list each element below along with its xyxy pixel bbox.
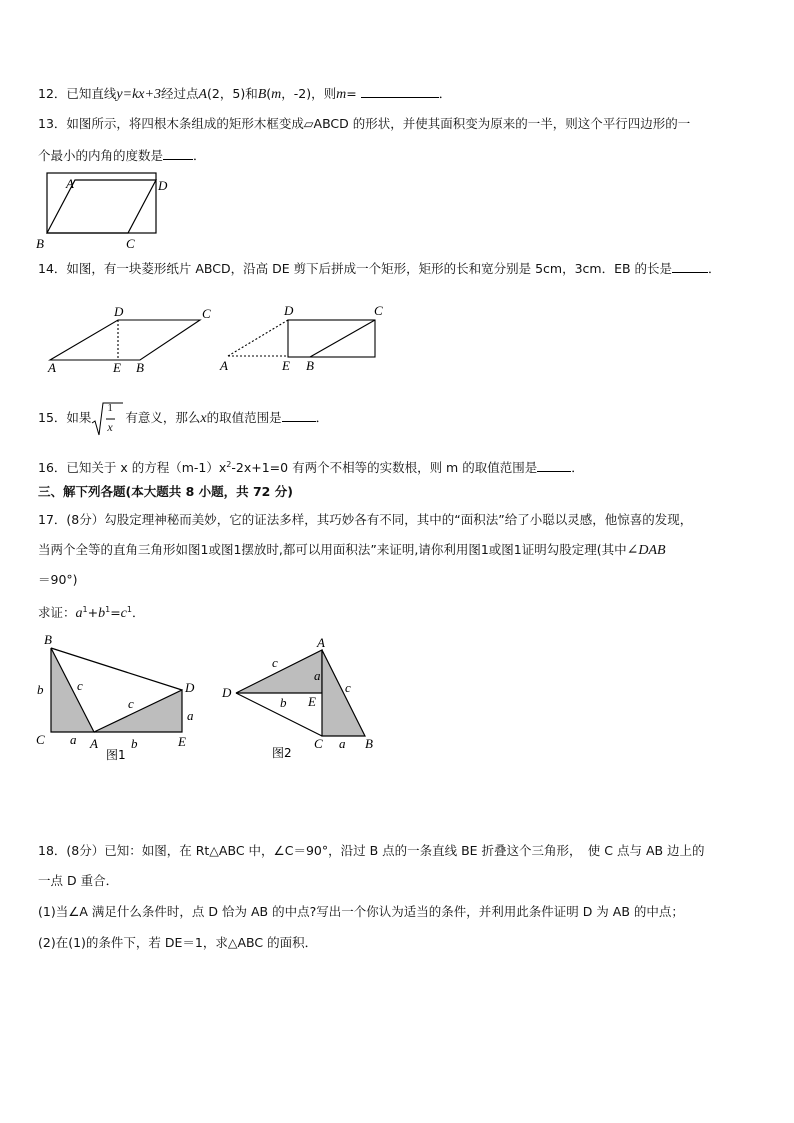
label-side-c: c: [128, 696, 134, 711]
q12-point-b: B: [257, 87, 267, 102]
q12-equation: y=kx+3: [116, 87, 161, 102]
label-a: A: [66, 176, 74, 191]
question-18-line2: 一点 D 重合．: [38, 873, 119, 888]
q17-text: 当两个全等的直角三角形如图1或图1摆放时,都可以用面积法”来证明,请你利用图1或图1证明勾股定理(其中: [38, 542, 627, 557]
label-d: D: [284, 303, 294, 318]
equals: =: [110, 605, 121, 621]
q12-point-a: A: [198, 87, 208, 102]
label-b: B: [44, 632, 52, 647]
q15-text: 的取值范围是: [206, 410, 282, 425]
q12-text: ，-2)，则: [281, 86, 337, 101]
label-side-a: a: [187, 708, 194, 723]
q15-var: x: [200, 411, 207, 426]
q16-end: ．: [571, 460, 584, 476]
q16-exponent: 2: [226, 460, 232, 469]
label-b: B: [306, 358, 314, 373]
prove-label: 求证：: [38, 605, 76, 621]
label-side-a: a: [314, 668, 321, 683]
question-17-line2: [38, 542, 666, 559]
question-13-line1: 13．如图所示，将四根木条组成的矩形木框变成▱ABCD 的形状，并使其面积变为原来的一半，则这个平行四边形的一: [38, 116, 691, 131]
label-side-c: c: [345, 680, 351, 695]
label-c: C: [36, 732, 45, 747]
label-e: E: [113, 360, 121, 375]
q15-end: ．: [315, 410, 329, 425]
sqrt-fraction: [91, 401, 125, 437]
var-a: a: [75, 606, 83, 622]
label-c: C: [374, 303, 383, 318]
label-d: D: [222, 685, 232, 700]
q12-var: m: [336, 87, 347, 102]
dashed-side: [228, 320, 288, 356]
section-heading: 三、解下列各题(本大题共 8 小题，共 72 分): [38, 484, 293, 499]
q12-text: 经过点: [160, 86, 199, 101]
cut-line: [310, 320, 375, 357]
numerator: 1: [107, 401, 113, 414]
label-a: A: [90, 736, 98, 751]
q17-figure-1: [51, 648, 182, 732]
label-d: D: [185, 680, 195, 695]
question-15: [38, 400, 328, 437]
question-17-line1: 17．(8分）勾股定理神秘而美妙，它的证法多样，其巧妙各有不同，其中的“面积法”给了小聪以灵感，他惊喜的发现，: [38, 512, 693, 527]
label-side-a: a: [70, 732, 77, 747]
label-c: C: [202, 306, 211, 321]
q16-text: -2x+1=0 有两个不相等的实数根，则 m 的取值范围是: [231, 460, 538, 476]
end: ．: [131, 605, 145, 621]
label-e: E: [178, 734, 186, 749]
q13-end: ．: [193, 148, 206, 163]
label-side-b: b: [131, 736, 138, 751]
label-c: C: [126, 236, 135, 251]
label-b: B: [365, 736, 373, 751]
q14-text: 14．如图，有一块菱形纸片 ABCD，沿高 DE 剪下后拼成一个矩形，矩形的长和宽分别是 5cm，3cm．EB 的长是: [38, 261, 673, 276]
label-a: A: [48, 360, 56, 375]
label-b: B: [36, 236, 44, 251]
q17-angle: ∠DAB: [626, 543, 666, 558]
exp: 1: [82, 605, 88, 614]
question-14: [38, 260, 721, 277]
q12-text: (: [266, 86, 272, 101]
q13-figure: [47, 173, 156, 233]
var-b: b: [98, 606, 106, 622]
shaded-triangle: [322, 650, 365, 736]
label-a: A: [220, 358, 228, 373]
label-side-c: c: [272, 655, 278, 670]
var-c: c: [120, 606, 127, 622]
shaded-triangle: [51, 648, 94, 732]
label-a: A: [317, 635, 325, 650]
answer-blank: [537, 459, 571, 472]
q14-end: ．: [708, 261, 721, 276]
q12-text: =: [346, 86, 357, 101]
figure-2-caption: 图2: [272, 746, 292, 760]
rhombus: [50, 320, 200, 360]
exp: 1: [105, 605, 111, 614]
q15-text: 有意义，那么: [125, 410, 201, 425]
label-e: E: [308, 694, 316, 709]
q12-end: ．: [438, 86, 452, 101]
q13-text: 个最小的内角的度数是: [38, 148, 164, 163]
rectangle: [288, 320, 375, 357]
label-side-c: c: [77, 678, 83, 693]
label-d: D: [114, 304, 124, 319]
q12-text: (2，5)和: [207, 86, 258, 101]
segment-bd: [51, 648, 182, 690]
question-17-line3: ＝90°): [38, 572, 78, 587]
figure-1-caption: 图1: [106, 748, 126, 762]
question-18-line1: 18．(8分）已知：如图，在 Rt△ABC 中，∠C＝90°，沿过 B 点的一条直线 BE 折叠这个三角形， 使 C 点与 AB 边上的: [38, 843, 705, 858]
label-c: C: [314, 736, 323, 751]
q12-var: m: [271, 87, 282, 102]
q12-text: 12．已知直线: [38, 86, 117, 101]
denominator: x: [107, 419, 113, 434]
exp: 1: [126, 605, 132, 614]
label-b: B: [136, 360, 144, 375]
question-18-line4: (2)在(1)的条件下，若 DE＝1，求△ABC 的面积．: [38, 935, 318, 950]
parallelogram: [47, 180, 156, 233]
shaded-triangle: [94, 690, 182, 732]
plus: +: [87, 605, 99, 621]
q14-figure: [50, 320, 375, 360]
shaded-triangle: [236, 650, 322, 693]
q16-text: 16．已知关于 x 的方程（m-1）x: [38, 460, 227, 476]
answer-blank: [282, 409, 316, 422]
question-18-line3: (1)当∠A 满足什么条件时，点 D 恰为 AB 的中点?写出一个你认为适当的条件，并利用此条件证明 D 为 AB 的中点；: [38, 904, 684, 919]
question-16: [38, 457, 584, 476]
answer-blank: [672, 260, 708, 273]
label-side-a: a: [339, 736, 346, 751]
label-side-b: b: [37, 682, 44, 697]
label-e: E: [282, 358, 290, 373]
question-17-prove: [38, 602, 145, 622]
q15-text: 15．如果: [38, 410, 92, 425]
label-side-b: b: [280, 695, 287, 710]
label-d: D: [158, 178, 168, 193]
